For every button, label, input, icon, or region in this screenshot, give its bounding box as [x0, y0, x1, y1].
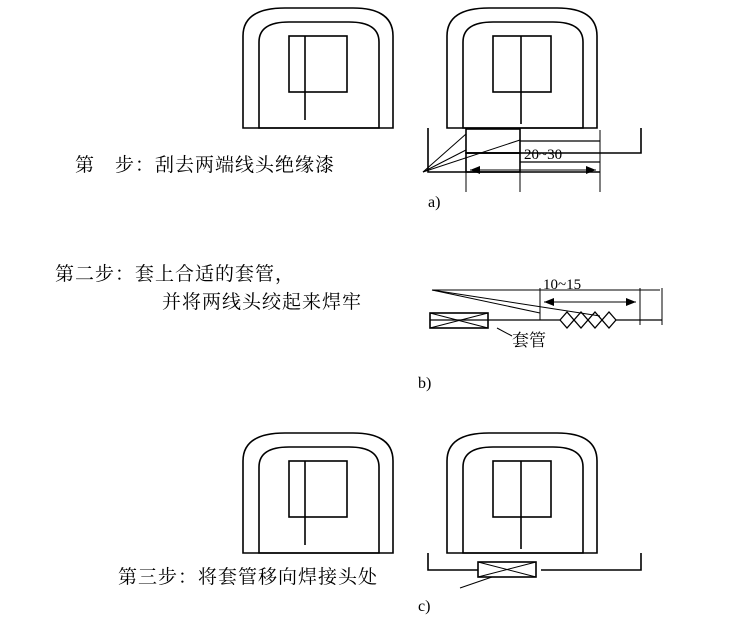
step-c-caption: 第三步：将套管移向焊接头处 — [118, 566, 379, 588]
figure-label-c: c) — [418, 598, 431, 615]
sleeve-label: 套管 — [512, 331, 546, 351]
wire-a-left — [428, 128, 600, 172]
figure-label-a: a) — [428, 194, 441, 211]
stripped-zone-a — [466, 129, 520, 172]
coil-c-left — [243, 433, 393, 553]
wire-c-left — [428, 553, 478, 570]
twisted-splice-b — [560, 312, 616, 320]
wire-c-right — [541, 553, 641, 570]
step-a-caption: 第 步：刮去两端线头绝缘漆 — [75, 154, 336, 176]
step-b-caption-line2: 并将两线头绞起来焊牢 — [162, 291, 363, 313]
sleeve-c — [478, 562, 536, 577]
dimension-a-value: 20~30 — [524, 147, 563, 163]
step-b-caption-line1: 第二步：套上合适的套管， — [55, 263, 296, 285]
coil-a-left — [243, 8, 393, 128]
coil-a-right — [447, 8, 597, 128]
figure-label-b: b) — [418, 375, 432, 392]
dimension-b-value: 10~15 — [543, 277, 582, 293]
coil-c-right — [447, 433, 597, 553]
